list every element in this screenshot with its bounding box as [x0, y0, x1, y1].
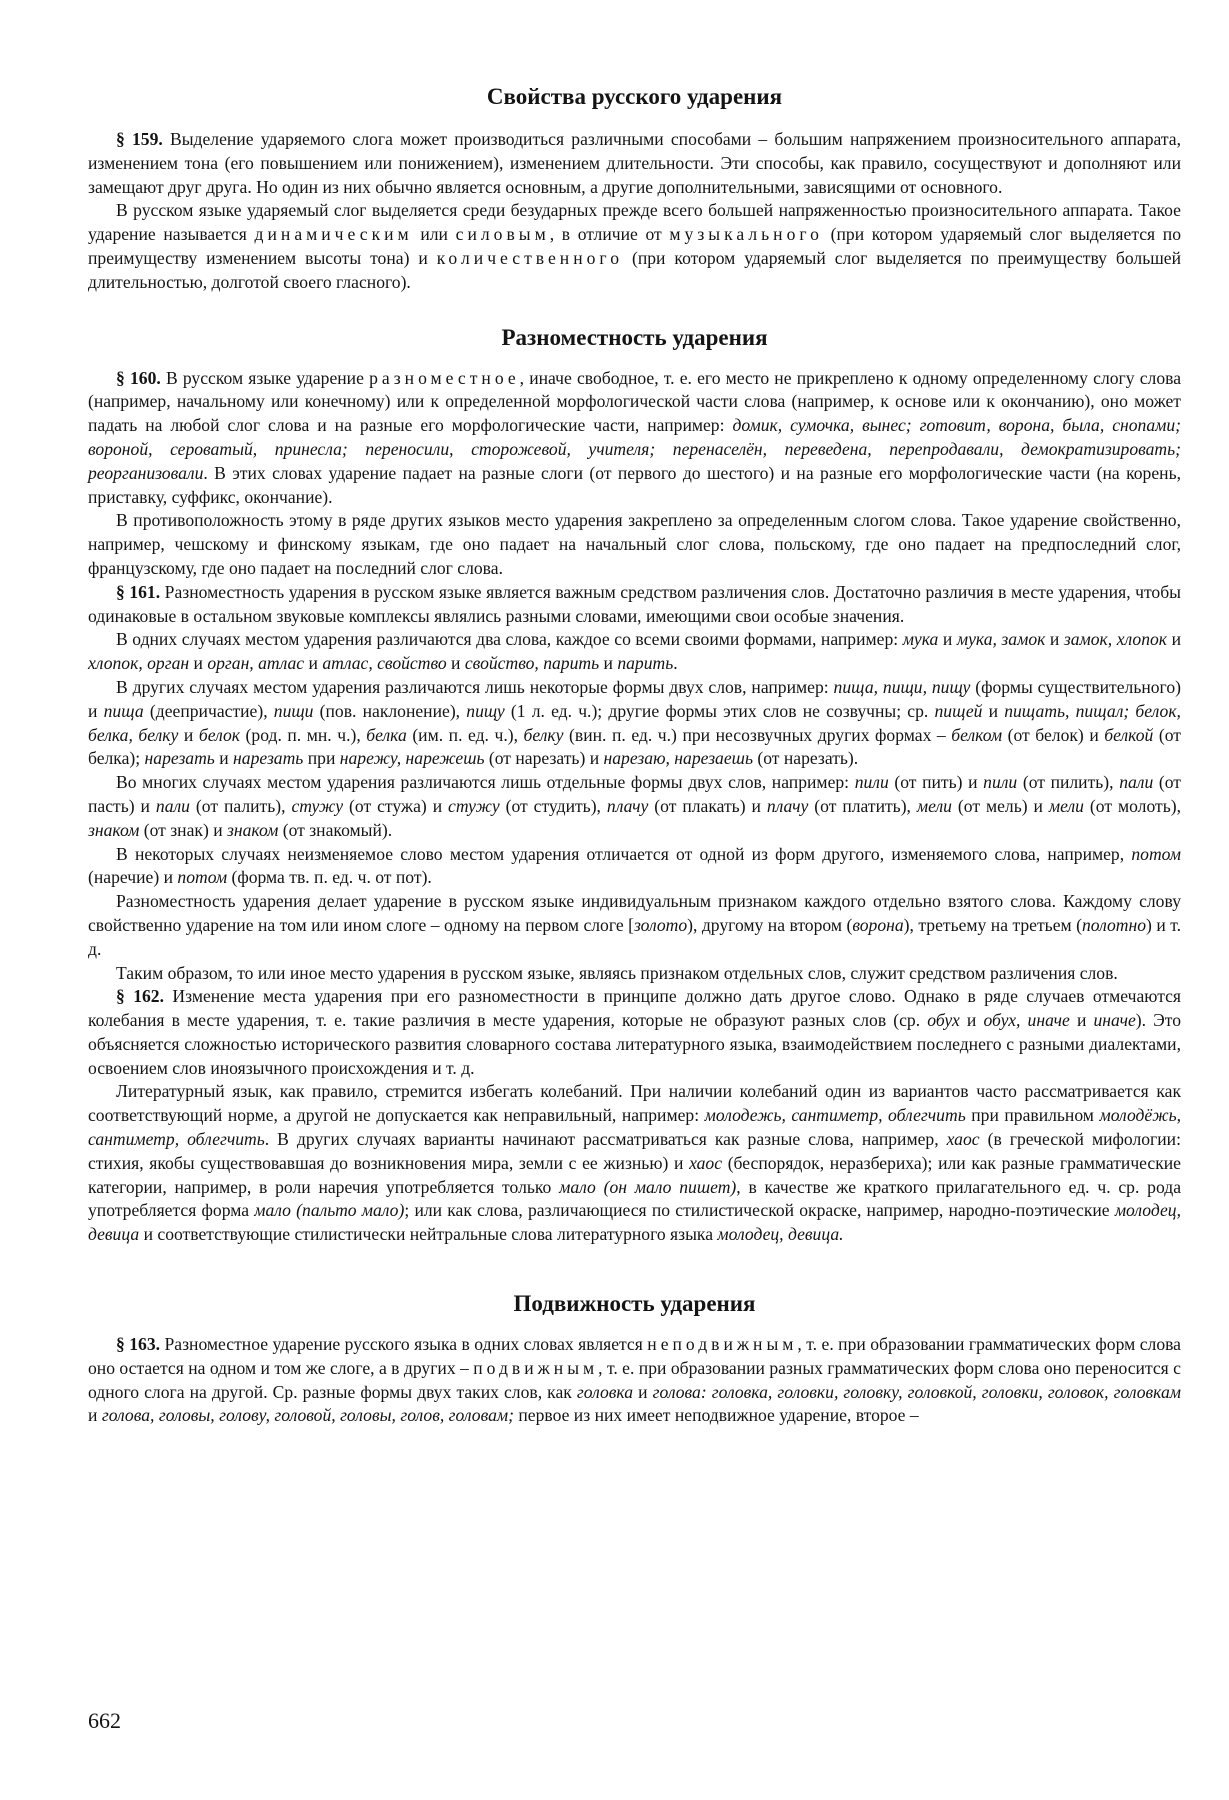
italic-example: обух, иначе — [983, 1010, 1070, 1031]
section-heading-1: Свойства русского ударения — [486, 84, 783, 109]
text-run: Таким образом, то или иное место ударения в русском языке, являясь признаком отдельных слов, служит средством различения слов. — [116, 962, 1118, 983]
text-run: и — [1167, 629, 1182, 650]
text-run: (от плакать) и — [648, 795, 767, 816]
text-run: (пов. наклонение), — [313, 700, 467, 721]
text-run: первое из них имеет неподвижное ударение, второе – — [513, 1405, 919, 1426]
italic-example: голова, головы, голову, головой, головы, голов, головам; — [101, 1405, 514, 1426]
text-run: Разноместное ударение русского языка в одних словах является — [160, 1334, 648, 1355]
text-run: ), третьему на третьем ( — [903, 914, 1082, 935]
section-number: § 159. — [116, 129, 163, 149]
section-number: § 161. — [116, 581, 161, 602]
paragraph — [88, 962, 1181, 986]
italic-example: пищи — [273, 700, 314, 721]
italic-example: нарезать — [233, 748, 304, 769]
italic-example: мало (он мало пишет) — [559, 1176, 737, 1197]
italic-example: пища, пищи, пищу — [833, 676, 971, 697]
paragraph — [88, 843, 1181, 891]
italic-example: мели — [916, 795, 952, 816]
italic-example: стужу — [448, 795, 500, 816]
page-content — [88, 70, 1181, 1428]
text-run: (от платить), — [808, 795, 917, 816]
spaced-term: подвижным — [473, 1357, 599, 1378]
text-run: (при котором ударяемый слог выделяется по преимуществу изменением высоты тона) и — [88, 224, 1182, 268]
paragraph — [88, 985, 1181, 1080]
text-run: (при котором ударяемый слог выделяется по преимуществу большей длительностью, долготой своего гласного). — [88, 247, 1181, 292]
text-run: В других случаях местом ударения различаются лишь некоторые формы двух слов, например: — [116, 676, 834, 697]
text-run: ), другому на втором ( — [687, 914, 853, 935]
text-run: и — [178, 724, 199, 745]
text-run: или — [412, 224, 456, 245]
text-run: при правильном — [965, 1105, 1100, 1126]
italic-example: полотно — [1081, 914, 1147, 935]
text-run: (вин. п. ед. ч.) при несозвучных других формах – — [563, 724, 952, 745]
italic-example: белку — [523, 724, 564, 745]
text-run: (от пасть) и — [88, 772, 1181, 816]
text-run: и — [304, 653, 323, 674]
italic-example: домик, сумочка, вынес; готовит, ворона, была, снопами; вороной, сероватый, принесла; переносили, сторожевой, учителя; перенаселён, переведена, перепродавали, демократизировать; реорганизовали — [88, 415, 1182, 483]
paragraph — [88, 628, 1181, 676]
section-body-2 — [88, 367, 1181, 1247]
text-run: (от белок) и — [1002, 724, 1105, 745]
paragraph — [88, 367, 1181, 510]
text-run: (от молоть), — [1083, 795, 1181, 816]
text-run: и — [1069, 1010, 1094, 1031]
section-body-1 — [88, 128, 1181, 295]
italic-example: нарезаю, нарезаешь — [603, 748, 753, 769]
italic-example: мука — [902, 629, 939, 650]
text-run: В русском языке ударение — [160, 367, 370, 388]
text-run: (от стужа) и — [343, 795, 449, 816]
italic-example: иначе — [1093, 1010, 1136, 1031]
text-run: (от пилить), — [1017, 772, 1120, 793]
text-run: (1 л. ед. ч.); другие формы этих слов не созвучны; ср. — [504, 700, 935, 721]
text-run: (форма тв. п. ед. ч. от пот). — [227, 867, 432, 888]
text-run: (наречие) и — [88, 867, 178, 888]
italic-example: золото — [633, 914, 688, 935]
section-body-3 — [88, 1333, 1181, 1428]
italic-example: хаос — [689, 1152, 723, 1173]
spaced-term: разноместное — [369, 367, 520, 388]
italic-example: белка — [366, 724, 407, 745]
text-run: при — [303, 748, 340, 769]
text-run: Разноместность ударения в русском языке является важным средством различения слов. Достаточно различия в месте ударения, чтобы одинаковые в остальном звуковые комплексы являлись разными словами, имеющими свои особые значения. — [88, 581, 1182, 626]
italic-example: мука, замок — [956, 629, 1046, 650]
italic-example: голова: головка, головки, головку, головкой, головки, головок, головкам — [652, 1381, 1181, 1402]
section-heading-3: Подвижность ударения — [513, 1291, 756, 1317]
text-run: (формы существительного) и — [88, 676, 1181, 721]
text-run: ; или как слова, различающиеся по стилистической окраске, например, народно-поэтические — [404, 1200, 1115, 1221]
text-run: Во многих случаях местом ударения различаются лишь отдельные формы двух слов, например: — [116, 772, 855, 793]
text-run: (от белка); — [88, 724, 1181, 769]
paragraph — [88, 128, 1181, 199]
text-run: (от знакомый). — [278, 819, 393, 840]
italic-example: хлопок, орган — [88, 653, 190, 674]
italic-example: знаком — [227, 819, 279, 840]
text-run: и — [599, 653, 618, 674]
text-run: (им. п. ед. ч.), — [406, 724, 524, 745]
paragraph — [88, 199, 1181, 294]
text-run: и — [88, 1405, 102, 1426]
text-run: . В этих словах ударение падает на разные слоги (от первого до шестого) и на разные его морфологические части (на корень, приставку, суффикс, окончание). — [88, 462, 1181, 507]
text-run: (от пить) и — [888, 772, 984, 793]
text-run: и — [446, 653, 465, 674]
text-run: (в греческой мифологии: стихия, якобы существовавшая до возникновения мира, земли с ее жизнью) и — [88, 1129, 1181, 1173]
paragraph — [88, 509, 1181, 580]
italic-example: пили — [983, 772, 1018, 793]
italic-example: пища — [103, 700, 144, 721]
paragraph — [88, 1080, 1181, 1247]
section-number: § 160. — [116, 367, 161, 388]
text-run: Литературный язык, как правило, стремится избегать колебаний. При наличии колебаний один из вариантов часто рассматривается как соответствующий норме, а другой не допускается как неправильный, например: — [88, 1081, 1181, 1126]
italic-example: хаос — [946, 1129, 980, 1150]
text-run: и — [189, 653, 208, 674]
italic-example: нарезать — [144, 748, 215, 769]
italic-example: замок, хлопок — [1063, 629, 1168, 650]
text-run: (от студить), — [499, 795, 607, 816]
italic-example: нарежу, нарежешь — [339, 748, 485, 769]
italic-example: мало (пальто мало) — [254, 1200, 405, 1221]
italic-example: ворона — [852, 914, 904, 935]
text-run: и — [633, 1381, 653, 1402]
italic-example: молодец, девица — [88, 1200, 1181, 1245]
text-run: (от нарезать) и — [484, 748, 604, 769]
text-run: (от мель) и — [951, 795, 1049, 816]
text-run: Изменение места ударения при его разноместности в принципе должно дать другое слово. Однако в ряде случаев отмечаются колебания в месте ударения, т. е. такие различия в месте ударения, которые не образуют разных слов (ср. — [88, 986, 1181, 1031]
text-run: В одних случаях местом ударения различаются два слова, каждое со всеми своими формами, например: — [116, 629, 903, 650]
italic-example: головка — [576, 1381, 634, 1402]
text-run: (беспорядок, неразбериха); или как разные грамматические категории, например, в роли наречия употребляется только — [88, 1152, 1181, 1197]
italic-example: парить — [617, 653, 674, 674]
spaced-term: динамическим — [254, 224, 413, 245]
text-run: (деепричастие), — [143, 700, 274, 721]
text-run: . В других случаях варианты начинают рассматриваться как разные слова, например, — [264, 1129, 947, 1150]
italic-example: молодец, девица. — [717, 1224, 844, 1245]
paragraph — [88, 581, 1181, 629]
italic-example: пищу — [466, 700, 505, 721]
italic-example: атлас, свойство — [322, 653, 447, 674]
italic-example: белком — [951, 724, 1003, 745]
italic-example: стужу — [291, 795, 344, 816]
text-run: и — [214, 748, 234, 769]
text-run: (от нарезать). — [752, 748, 859, 769]
italic-example: плачу — [606, 795, 649, 816]
text-run: , иначе свободное, т. е. его место не прикреплено к одному определенному слогу слова (например, начальному или конечному) или к определенной морфологической части слова (например, к основе или к окончанию), оно может падать на любой слог слова и на разные его морфологические части, например: — [88, 367, 1182, 436]
italic-example: мели — [1048, 795, 1084, 816]
italic-example: пали — [155, 795, 190, 816]
text-run: , в качестве же краткого прилагательного ед. ч. ср. рода употребляется форма — [88, 1176, 1181, 1221]
italic-example: белок — [198, 724, 241, 745]
text-run: , в отличие от — [549, 224, 670, 245]
text-run: (от палить), — [189, 795, 292, 816]
paragraph — [88, 1333, 1181, 1428]
spaced-term: количественного — [436, 247, 624, 268]
paragraph — [88, 676, 1181, 771]
text-run: (род. п. мн. ч.), — [240, 724, 367, 745]
text-run: и — [1045, 629, 1064, 650]
paragraph — [88, 890, 1181, 961]
text-run: и — [982, 700, 1005, 721]
italic-example: пищей — [934, 700, 983, 721]
italic-example: обух — [927, 1010, 960, 1031]
text-run: Разноместность ударения делает ударение в русском языке индивидуальным признаком каждого отдельно взятого слова. Каждому слову свойственно ударение на том или ином слоге – одному на первом слоге [ — [88, 891, 1181, 935]
text-run: Выделение ударяемого слога может производиться различными способами – большим напряжением произносительного аппарата, изменением тона (его повышением или понижением), изменением длительности. Эти способы, как правило, сосуществуют и дополняют или замещают друг друга. Но один из них обычно является основным, а другие дополнительными, зависящими от основного. — [88, 129, 1181, 197]
italic-example: молодёжь, сантиметр, облегчить — [88, 1105, 1181, 1150]
text-run: В противоположность этому в ряде других языков место ударения закреплено за определенным слогом слова. Такое ударение свойственно, например, чешскому и финскому языкам, где оно падает на начальный слог слова, польскому, где оно падает на предпоследний слог, французскому, где оно падает на последний слог слова. — [88, 510, 1181, 578]
italic-example: плачу — [766, 795, 809, 816]
text-run: В русском языке ударяемый слог выделяется среди безударных прежде всего большей напряженностью произносительного аппарата. Такое ударение называется — [88, 200, 1181, 245]
text-run: (от знак) и — [139, 819, 228, 840]
section-number: § 162. — [116, 986, 164, 1007]
text-run: , т. е. при образовании грамматических форм слова оно остается на одном и том же слоге, а в других – — [88, 1334, 1181, 1378]
italic-example: молодежь, сантиметр, облегчить — [704, 1105, 966, 1126]
text-run: ). Это объясняется сложностью исторического развития словарного состава литературного языка, взаимодействием последнего с разными диалектами, освоением слов иноязычного происхождения и т. д. — [88, 1010, 1182, 1078]
italic-example: знаком — [88, 819, 140, 840]
text-run: и — [938, 629, 957, 650]
text-run: В некоторых случаях неизменяемое слово местом ударения отличается от одной из форм другого, изменяемого слова, например, — [116, 843, 1132, 864]
italic-example: белкой — [1104, 724, 1154, 745]
italic-example: пали — [1119, 772, 1154, 793]
italic-example: пищать, пищал; белок, белка, белку — [88, 700, 1181, 745]
paragraph — [88, 771, 1181, 842]
italic-example: пили — [854, 772, 889, 793]
text-run: ) и т. д. — [88, 914, 1182, 959]
text-run: , т. е. при образовании разных грамматических форм слова оно переносится с одного слога на другой. Ср. разные формы двух таких слов, как — [88, 1357, 1181, 1402]
italic-example: потом — [1131, 843, 1181, 864]
text-run: и — [959, 1010, 984, 1031]
section-number: § 163. — [116, 1334, 161, 1355]
page-number: 662 — [88, 1708, 121, 1733]
spaced-term: силовым — [455, 224, 550, 245]
italic-example: орган, атлас — [207, 653, 305, 674]
spaced-term: неподвижным — [647, 1334, 798, 1355]
italic-example: свойство, парить — [464, 653, 600, 674]
text-run: . — [673, 653, 678, 674]
section-heading-2: Разноместность ударения — [501, 324, 768, 350]
spaced-term: музыкального — [669, 224, 823, 245]
italic-example: потом — [177, 867, 228, 888]
text-run: и соответствующие стилистически нейтральные слова литературного языка — [139, 1224, 718, 1245]
